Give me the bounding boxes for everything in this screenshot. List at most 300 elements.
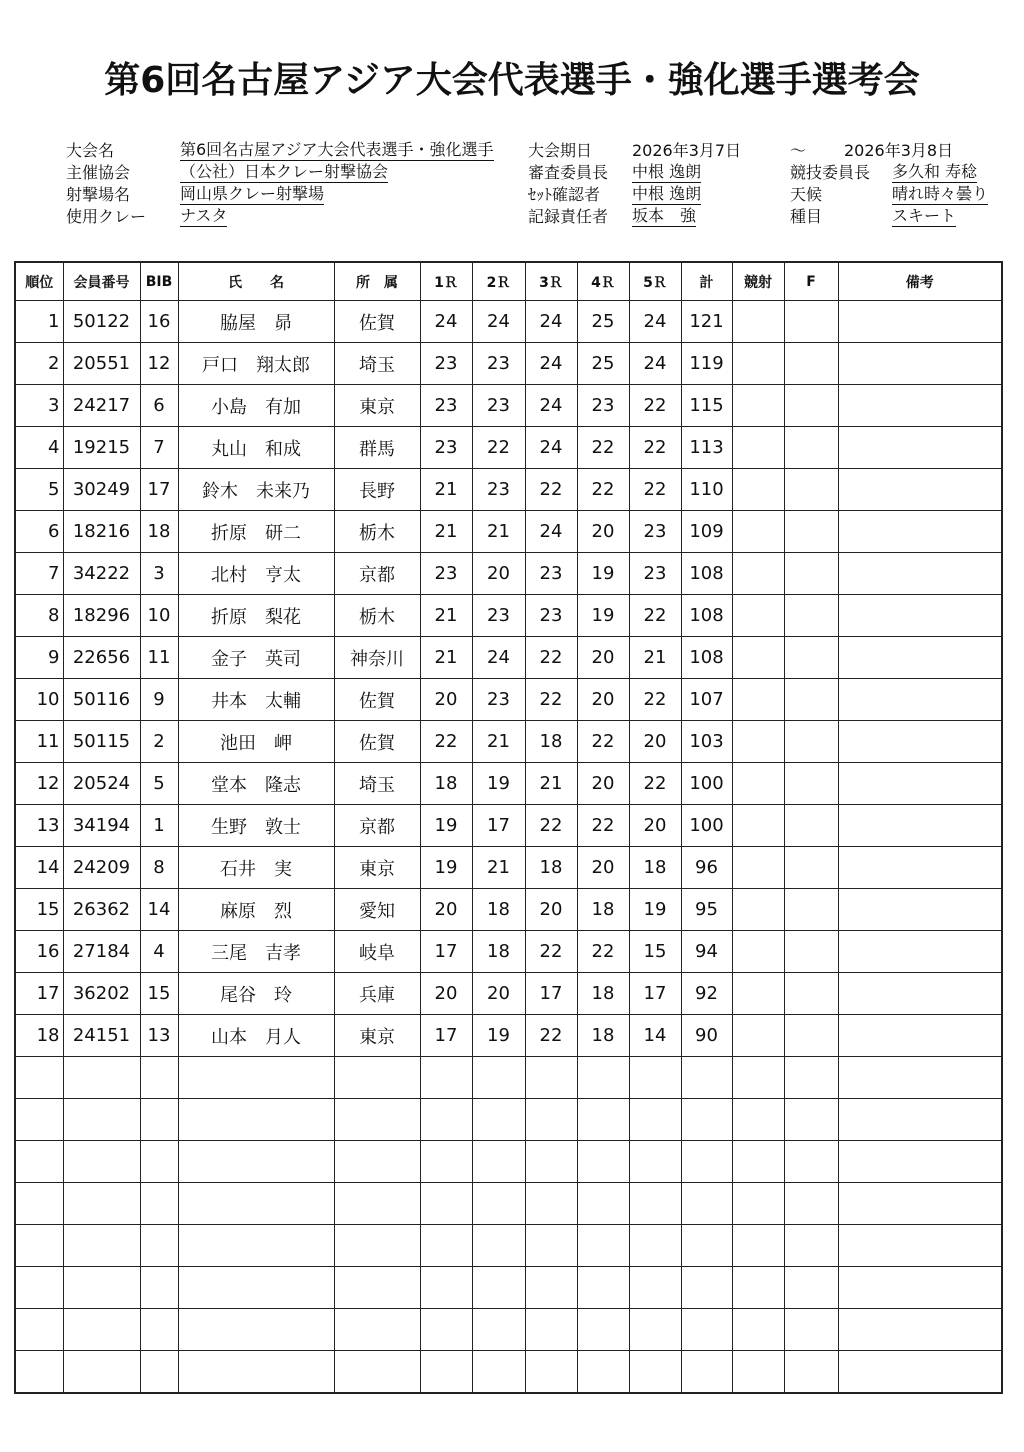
table-cell: 山本 月人 xyxy=(178,1015,334,1057)
table-cell: 折原 研二 xyxy=(178,511,334,553)
table-cell: 鈴木 未来乃 xyxy=(178,469,334,511)
table-cell xyxy=(140,1099,178,1141)
table-cell: 24 xyxy=(629,301,681,343)
table-cell: 11 xyxy=(140,637,178,679)
empty-row xyxy=(15,1099,1002,1141)
table-cell: 19 xyxy=(420,805,472,847)
table-cell: 19 xyxy=(472,763,525,805)
table-cell: 2 xyxy=(15,343,63,385)
table-cell xyxy=(63,1057,140,1099)
table-cell: 100 xyxy=(681,763,732,805)
table-cell xyxy=(472,1183,525,1225)
table-cell: 2 xyxy=(140,721,178,763)
table-cell xyxy=(420,1309,472,1351)
table-cell: 麻原 烈 xyxy=(178,889,334,931)
table-cell xyxy=(629,1225,681,1267)
table-cell: 108 xyxy=(681,595,732,637)
table-cell: 90 xyxy=(681,1015,732,1057)
table-cell xyxy=(732,679,784,721)
table-cell xyxy=(629,1057,681,1099)
table-cell: 24 xyxy=(525,301,577,343)
table-cell xyxy=(15,1057,63,1099)
table-cell xyxy=(732,805,784,847)
shagekijo-label: 射撃場名 xyxy=(66,185,131,204)
table-cell: 92 xyxy=(681,973,732,1015)
table-cell: 丸山 和成 xyxy=(178,427,334,469)
shinsa-label: 審査委員長 xyxy=(528,163,609,182)
table-cell: 21 xyxy=(472,847,525,889)
table-cell: 24 xyxy=(525,343,577,385)
column-header: 順位 xyxy=(15,262,63,301)
table-cell: 24217 xyxy=(63,385,140,427)
table-cell xyxy=(472,1351,525,1394)
table-cell: 34222 xyxy=(63,553,140,595)
table-row xyxy=(15,553,1002,595)
table-cell: 14 xyxy=(140,889,178,931)
kijitsu-label: 大会期日 xyxy=(528,141,593,160)
table-cell xyxy=(15,1309,63,1351)
table-cell xyxy=(472,1309,525,1351)
set-label: ｾｯﾄ確認者 xyxy=(528,185,601,204)
table-cell: 17 xyxy=(15,973,63,1015)
table-cell xyxy=(629,1267,681,1309)
table-cell xyxy=(629,1141,681,1183)
table-cell: 18 xyxy=(15,1015,63,1057)
table-cell: 14 xyxy=(15,847,63,889)
table-cell xyxy=(472,1225,525,1267)
table-cell xyxy=(63,1267,140,1309)
table-cell: 栃木 xyxy=(334,595,420,637)
table-row xyxy=(15,973,1002,1015)
table-cell xyxy=(784,721,838,763)
empty-row xyxy=(15,1141,1002,1183)
table-cell: 23 xyxy=(472,595,525,637)
table-cell xyxy=(838,1183,1002,1225)
table-cell xyxy=(472,1267,525,1309)
table-cell: 22 xyxy=(525,637,577,679)
table-cell: 12 xyxy=(140,343,178,385)
table-cell: 18 xyxy=(577,973,629,1015)
table-cell: 5 xyxy=(15,469,63,511)
table-cell: 23 xyxy=(420,553,472,595)
table-cell: 20524 xyxy=(63,763,140,805)
table-cell: 20 xyxy=(420,889,472,931)
table-cell xyxy=(784,637,838,679)
table-cell xyxy=(784,1351,838,1394)
table-cell: 20 xyxy=(525,889,577,931)
table-cell: 50122 xyxy=(63,301,140,343)
table-cell: 埼玉 xyxy=(334,343,420,385)
table-cell xyxy=(784,931,838,973)
table-cell: 121 xyxy=(681,301,732,343)
table-row xyxy=(15,763,1002,805)
table-cell: 24 xyxy=(472,637,525,679)
table-cell xyxy=(732,595,784,637)
table-cell: 尾谷 玲 xyxy=(178,973,334,1015)
table-cell xyxy=(784,889,838,931)
table-cell xyxy=(732,1309,784,1351)
column-header: 競射 xyxy=(732,262,784,301)
taikai-value: 第6回名古屋アジア大会代表選手・強化選手 xyxy=(180,140,494,159)
table-cell: 23 xyxy=(472,343,525,385)
table-cell: 18 xyxy=(525,847,577,889)
table-cell xyxy=(15,1225,63,1267)
column-header: 会員番号 xyxy=(63,262,140,301)
table-cell: 22 xyxy=(525,469,577,511)
table-cell xyxy=(334,1309,420,1351)
column-header: 所 属 xyxy=(334,262,420,301)
shusai-label: 主催協会 xyxy=(66,163,131,182)
table-cell: 20 xyxy=(577,847,629,889)
table-cell xyxy=(732,931,784,973)
table-cell: 22 xyxy=(420,721,472,763)
column-header: 備考 xyxy=(838,262,1002,301)
table-cell: 22 xyxy=(525,805,577,847)
table-cell xyxy=(525,1099,577,1141)
table-cell xyxy=(732,1141,784,1183)
table-cell: 折原 梨花 xyxy=(178,595,334,637)
table-cell: 110 xyxy=(681,469,732,511)
table-cell: 群馬 xyxy=(334,427,420,469)
table-cell xyxy=(838,1141,1002,1183)
table-cell xyxy=(732,973,784,1015)
table-cell: 10 xyxy=(15,679,63,721)
table-cell xyxy=(732,1225,784,1267)
table-cell: 戸口 翔太郎 xyxy=(178,343,334,385)
table-cell xyxy=(732,1183,784,1225)
table-cell: 東京 xyxy=(334,847,420,889)
table-cell xyxy=(784,385,838,427)
table-cell: 9 xyxy=(140,679,178,721)
table-cell: 30249 xyxy=(63,469,140,511)
table-cell xyxy=(15,1267,63,1309)
table-cell: 22 xyxy=(577,469,629,511)
table-cell: 24 xyxy=(629,343,681,385)
table-cell: 24209 xyxy=(63,847,140,889)
table-cell: 17 xyxy=(629,973,681,1015)
table-cell xyxy=(178,1309,334,1351)
table-cell: 36202 xyxy=(63,973,140,1015)
table-cell: 京都 xyxy=(334,805,420,847)
table-cell: 15 xyxy=(140,973,178,1015)
column-header: F xyxy=(784,262,838,301)
table-cell: 103 xyxy=(681,721,732,763)
table-cell xyxy=(334,1141,420,1183)
table-cell: 17 xyxy=(420,931,472,973)
kiroku-value: 坂本 強 xyxy=(632,206,697,225)
table-cell: 50116 xyxy=(63,679,140,721)
table-cell xyxy=(784,973,838,1015)
table-cell xyxy=(178,1183,334,1225)
table-cell xyxy=(15,1183,63,1225)
table-cell xyxy=(838,553,1002,595)
table-cell xyxy=(838,931,1002,973)
table-cell xyxy=(784,427,838,469)
table-cell: 7 xyxy=(15,553,63,595)
table-cell: 11 xyxy=(15,721,63,763)
table-cell xyxy=(838,721,1002,763)
table-cell: 25 xyxy=(577,343,629,385)
table-cell: 21 xyxy=(472,511,525,553)
table-cell xyxy=(732,1099,784,1141)
empty-row xyxy=(15,1351,1002,1394)
table-cell: 12 xyxy=(15,763,63,805)
table-cell xyxy=(732,553,784,595)
table-cell: 4 xyxy=(140,931,178,973)
table-cell: 24 xyxy=(472,301,525,343)
table-cell: 8 xyxy=(140,847,178,889)
table-cell: 石井 実 xyxy=(178,847,334,889)
table-cell: 18 xyxy=(525,721,577,763)
table-cell xyxy=(838,1309,1002,1351)
table-cell: 10 xyxy=(140,595,178,637)
table-cell: 107 xyxy=(681,679,732,721)
table-cell xyxy=(838,511,1002,553)
table-cell: 27184 xyxy=(63,931,140,973)
kiroku-label: 記録責任者 xyxy=(528,207,609,226)
table-cell: 13 xyxy=(140,1015,178,1057)
table-cell: 22 xyxy=(577,427,629,469)
table-cell xyxy=(681,1225,732,1267)
table-cell xyxy=(629,1099,681,1141)
table-cell: 23 xyxy=(525,553,577,595)
table-cell xyxy=(732,889,784,931)
table-cell xyxy=(732,721,784,763)
table-cell xyxy=(784,511,838,553)
table-row xyxy=(15,847,1002,889)
table-cell: 愛知 xyxy=(334,889,420,931)
table-cell xyxy=(732,1267,784,1309)
table-cell: 21 xyxy=(420,511,472,553)
table-cell xyxy=(732,301,784,343)
table-cell: 20 xyxy=(472,553,525,595)
table-cell xyxy=(420,1225,472,1267)
table-row xyxy=(15,343,1002,385)
table-cell xyxy=(140,1183,178,1225)
column-header: 4Ｒ xyxy=(577,262,629,301)
table-cell: 23 xyxy=(472,385,525,427)
table-cell: 96 xyxy=(681,847,732,889)
table-cell xyxy=(577,1267,629,1309)
table-cell: 19 xyxy=(420,847,472,889)
table-cell xyxy=(732,385,784,427)
table-row xyxy=(15,637,1002,679)
table-cell xyxy=(838,1099,1002,1141)
table-cell: 100 xyxy=(681,805,732,847)
table-cell xyxy=(577,1351,629,1394)
table-row xyxy=(15,931,1002,973)
table-cell xyxy=(15,1351,63,1394)
table-cell: 5 xyxy=(140,763,178,805)
table-cell: 23 xyxy=(629,553,681,595)
table-cell xyxy=(784,763,838,805)
table-cell xyxy=(784,1015,838,1057)
table-cell xyxy=(577,1141,629,1183)
table-cell xyxy=(178,1141,334,1183)
shumoku-label: 種目 xyxy=(790,207,823,226)
table-cell xyxy=(140,1309,178,1351)
table-cell: 18 xyxy=(140,511,178,553)
table-cell: 19 xyxy=(629,889,681,931)
table-cell: 東京 xyxy=(334,1015,420,1057)
table-cell: 21 xyxy=(525,763,577,805)
table-cell: 22 xyxy=(629,679,681,721)
table-cell xyxy=(420,1183,472,1225)
table-cell: 113 xyxy=(681,427,732,469)
table-cell: 東京 xyxy=(334,385,420,427)
table-cell xyxy=(732,1015,784,1057)
table-cell: 18 xyxy=(629,847,681,889)
table-cell: 23 xyxy=(577,385,629,427)
table-cell xyxy=(784,343,838,385)
table-cell xyxy=(525,1183,577,1225)
table-cell: 22 xyxy=(577,931,629,973)
table-cell xyxy=(784,1183,838,1225)
table-cell: 22 xyxy=(629,595,681,637)
table-cell: 9 xyxy=(15,637,63,679)
table-cell: 21 xyxy=(420,595,472,637)
table-cell: 20 xyxy=(420,679,472,721)
table-cell xyxy=(140,1141,178,1183)
table-cell xyxy=(334,1183,420,1225)
table-cell xyxy=(629,1351,681,1394)
taikai-label: 大会名 xyxy=(66,141,115,160)
table-cell: 1 xyxy=(15,301,63,343)
table-cell xyxy=(577,1225,629,1267)
table-cell xyxy=(63,1225,140,1267)
results-table xyxy=(14,261,1003,1394)
table-cell: 22 xyxy=(629,763,681,805)
table-cell xyxy=(784,301,838,343)
table-cell xyxy=(420,1267,472,1309)
table-cell xyxy=(178,1351,334,1394)
table-cell: 22 xyxy=(629,427,681,469)
table-cell xyxy=(140,1351,178,1394)
table-cell: 19 xyxy=(472,1015,525,1057)
header-row xyxy=(15,262,1002,301)
table-cell: 小島 有加 xyxy=(178,385,334,427)
table-cell: 23 xyxy=(420,385,472,427)
date-sep: ～ xyxy=(790,141,807,160)
table-cell: 21 xyxy=(472,721,525,763)
table-cell: 17 xyxy=(140,469,178,511)
table-cell: 3 xyxy=(15,385,63,427)
table-cell xyxy=(525,1351,577,1394)
column-header: 5Ｒ xyxy=(629,262,681,301)
table-cell: 23 xyxy=(420,427,472,469)
clay-label: 使用クレー xyxy=(66,207,147,226)
table-row xyxy=(15,427,1002,469)
table-cell: 95 xyxy=(681,889,732,931)
table-cell: 20551 xyxy=(63,343,140,385)
table-cell xyxy=(140,1057,178,1099)
table-cell xyxy=(838,427,1002,469)
kyogi-label: 競技委員長 xyxy=(790,163,871,182)
table-cell xyxy=(732,427,784,469)
table-cell: 15 xyxy=(629,931,681,973)
table-cell xyxy=(838,1267,1002,1309)
table-cell: 6 xyxy=(140,385,178,427)
table-cell: 22 xyxy=(577,721,629,763)
table-cell xyxy=(681,1183,732,1225)
table-cell: 108 xyxy=(681,637,732,679)
table-cell: 23 xyxy=(525,595,577,637)
table-cell xyxy=(732,637,784,679)
table-row xyxy=(15,511,1002,553)
table-cell: 19 xyxy=(577,595,629,637)
table-cell xyxy=(681,1099,732,1141)
table-cell xyxy=(784,1267,838,1309)
table-row xyxy=(15,469,1002,511)
table-cell: 佐賀 xyxy=(334,679,420,721)
table-cell xyxy=(577,1183,629,1225)
table-cell: 20 xyxy=(577,763,629,805)
table-cell: 20 xyxy=(577,511,629,553)
table-cell: 19 xyxy=(577,553,629,595)
table-cell xyxy=(472,1141,525,1183)
table-cell xyxy=(334,1225,420,1267)
table-cell xyxy=(838,973,1002,1015)
table-cell xyxy=(178,1099,334,1141)
table-cell xyxy=(525,1057,577,1099)
table-cell: 17 xyxy=(420,1015,472,1057)
table-row xyxy=(15,301,1002,343)
empty-row xyxy=(15,1309,1002,1351)
table-cell xyxy=(784,1309,838,1351)
table-cell xyxy=(732,763,784,805)
table-cell: 109 xyxy=(681,511,732,553)
table-cell xyxy=(784,469,838,511)
table-cell: 21 xyxy=(420,469,472,511)
table-cell xyxy=(784,847,838,889)
table-cell: 22 xyxy=(525,1015,577,1057)
table-cell xyxy=(732,1057,784,1099)
table-row xyxy=(15,805,1002,847)
table-cell: 50115 xyxy=(63,721,140,763)
table-row xyxy=(15,679,1002,721)
table-cell: 23 xyxy=(420,343,472,385)
table-cell xyxy=(784,679,838,721)
table-cell xyxy=(838,679,1002,721)
table-cell: 4 xyxy=(15,427,63,469)
date-end: 2026年3月8日 xyxy=(844,141,954,160)
table-cell xyxy=(681,1057,732,1099)
table-cell: 17 xyxy=(525,973,577,1015)
table-cell: 堂本 隆志 xyxy=(178,763,334,805)
table-cell: 18 xyxy=(472,931,525,973)
empty-row xyxy=(15,1225,1002,1267)
table-cell: 22 xyxy=(525,931,577,973)
table-cell xyxy=(732,1351,784,1394)
table-cell xyxy=(681,1267,732,1309)
table-cell xyxy=(838,343,1002,385)
table-cell xyxy=(178,1057,334,1099)
table-cell xyxy=(63,1351,140,1394)
empty-row xyxy=(15,1267,1002,1309)
table-cell xyxy=(63,1309,140,1351)
table-cell xyxy=(63,1141,140,1183)
table-cell: 7 xyxy=(140,427,178,469)
table-cell xyxy=(472,1099,525,1141)
table-cell: 94 xyxy=(681,931,732,973)
table-cell: 佐賀 xyxy=(334,301,420,343)
table-cell xyxy=(838,1351,1002,1394)
table-cell: 115 xyxy=(681,385,732,427)
clay-value: ナスタ xyxy=(180,206,228,225)
page-title: 第6回名古屋アジア大会代表選手・強化選手選考会 xyxy=(104,60,920,101)
table-cell xyxy=(525,1141,577,1183)
table-cell: 108 xyxy=(681,553,732,595)
